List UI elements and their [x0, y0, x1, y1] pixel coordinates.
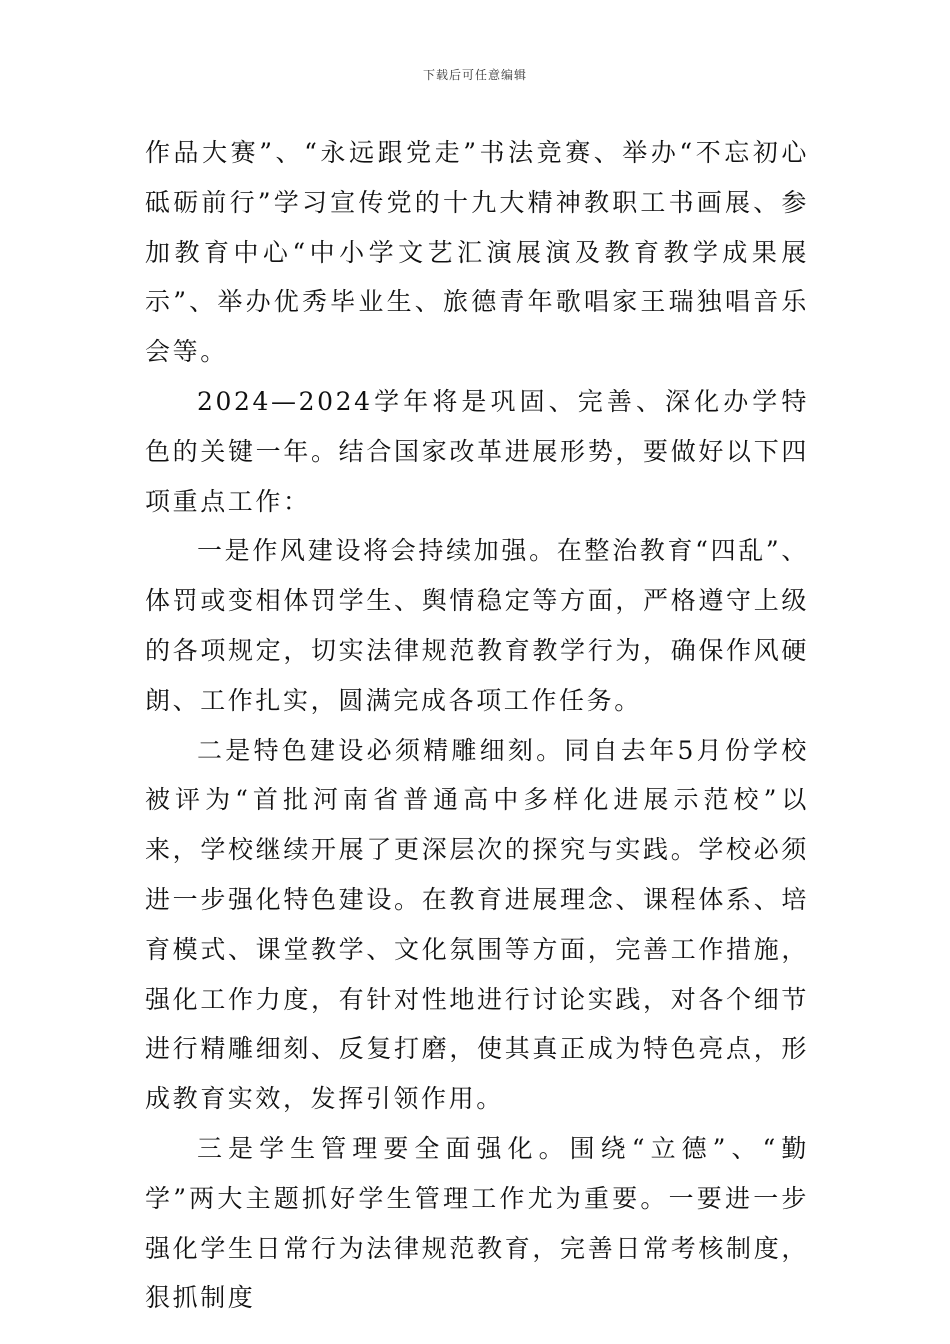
paragraph-4: 二是特色建设必须精雕细刻。同自去年5月份学校被评为“首批河南省普通高中多样化进展示范校”以来，学校继续开展了更深层次的探究与实践。学校必须进一步强化特色建设。在教育进展理念、课程体系、培育模式、课堂教学、文化氛围等方面，完善工作措施，强化工作力度，有针对性地进行讨论实践，对各个细节进行精雕细刻、反复打磨，使其真正成为特色亮点，形成教育实效，发挥引领作用。: [145, 735, 809, 1114]
paragraph-3: 一是作风建设将会持续加强。在整治教育“四乱”、体罚或变相体罚学生、舆情稳定等方面，严格遵守上级的各项规定，切实法律规范教育教学行为，确保作风硬朗、工作扎实，圆满完成各项工作任务。: [145, 536, 809, 715]
page-header: 下载后可任意编辑: [422, 68, 527, 82]
document-body: [145, 128, 809, 1323]
paragraph-1: 作品大赛”、“永远跟党走”书法竞赛、举办“不忘初心砥砺前行”学习宣传党的十九大精神教职工书画展、参加教育中心“中小学文艺汇演展演及教育教学成果展示”、举办优秀毕业生、旅德青年歌唱家王瑞独唱音乐会等。: [145, 138, 809, 367]
paragraph-5: 三是学生管理要全面强化。围绕“立德”、“勤学”两大主题抓好学生管理工作尤为重要。一要进一步强化学生日常行为法律规范教育，完善日常考核制度，狠抓制度: [145, 1133, 809, 1313]
paragraph-2: 2024—2024学年将是巩固、完善、深化办学特色的关键一年。结合国家改革进展形势，要做好以下四项重点工作：: [145, 386, 809, 516]
